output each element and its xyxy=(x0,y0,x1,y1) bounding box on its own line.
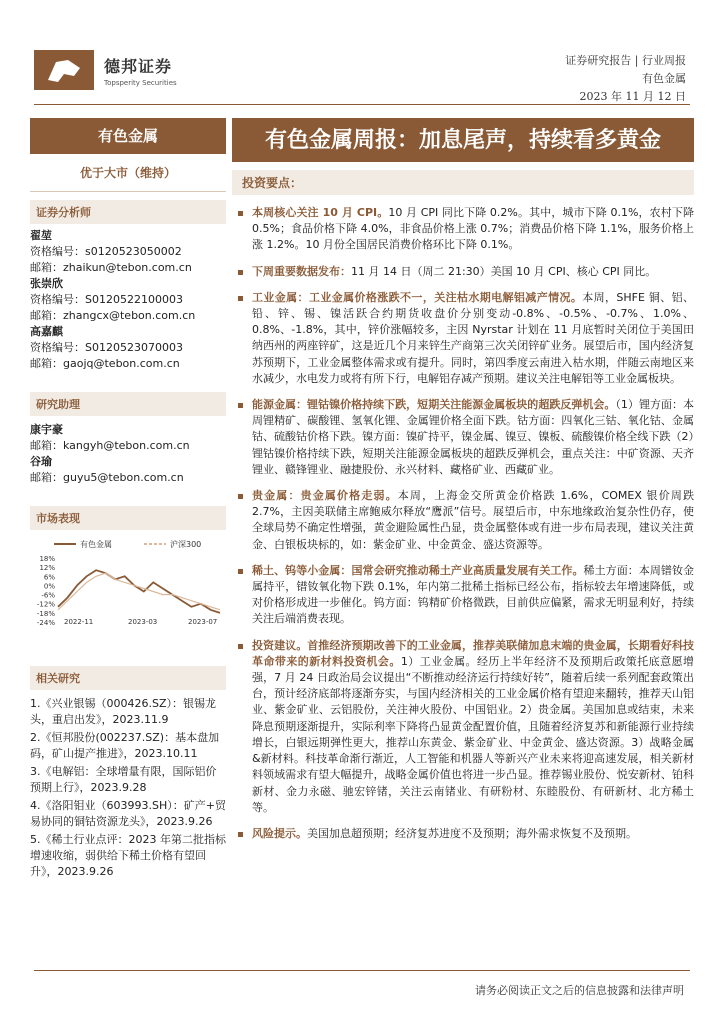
bullet: 风险提示。美国加息超预期；经济复苏进度不及预期；海外需求恢复不及预期。 xyxy=(232,826,694,842)
company-name: 德邦证券 xyxy=(104,56,173,76)
assistant-list xyxy=(30,422,226,486)
bullet: 能源金属：锂钴镍价格持续下跌，短期关注能源金属板块的超跌反弹机会。（1）锂方面：本周锂精矿、碳酸锂、氢氧化锂、金属锂价格全面下跌。钴方面：四氧化三钴、氧化钴、金属钴、硫酸钴价格下跌。镍方面：镍矿持平，镍金属、镍豆、镍板、硫酸镍价格全线下跌（2）锂钴镍价格持续下跌，短期关注能源金属板块的超跌反弹机会，重点关注：中矿资源、天齐锂业、赣锋锂业、融捷股份、永兴材料、藏格矿业、西藏矿业。 xyxy=(232,397,694,478)
y-tick-label: 0% xyxy=(43,582,55,591)
related-item: 1.《兴业银锡（000426.SZ）：银锡龙头，重启出发》，2023.11.9 xyxy=(30,697,217,726)
bullet: 贵金属：贵金属价格走弱。本周，上海金交所黄金价格跌 1.6%，COMEX 银价周跌 2.7%，主因美联储主席鲍威尔释放“鹰派”信号。展望后市，中东地缘政治复杂性仍存，使全球局势不确定性增强，黄金避险属性凸显，贵金属整体或有进一步布局表现，建议关注黄金、白银板块标的，如：紫金矿业、中金黄金、盛达资源等。 xyxy=(232,488,694,553)
legend-label: 有色金属 xyxy=(80,540,112,549)
company-name-en: Topsperity Securities xyxy=(104,78,177,87)
report-sector: 有色金属 xyxy=(642,72,686,85)
related-item: 2.《恒邦股份(002237.SZ)：基本盘加码，矿山提产推进》，2023.10.11 xyxy=(30,731,220,760)
logo xyxy=(34,50,177,90)
related-list xyxy=(30,696,226,880)
logo-mark xyxy=(34,50,94,90)
related-item: 5.《稀土行业点评：2023 年第二批指标增速收缩，弱供给下稀土价格有望回升》，2023.9.26 xyxy=(30,833,226,878)
y-tick-label: -6% xyxy=(41,591,55,600)
market-chart xyxy=(30,536,226,626)
sector-label: 有色金属 xyxy=(30,118,226,154)
rating: 优于大市（维持） xyxy=(30,164,226,192)
x-tick-label: 2023-03 xyxy=(128,618,158,626)
analysts-title: 证券分析师 xyxy=(30,200,226,224)
bullet: 本周核心关注 10 月 CPI。10 月 CPI 同比下降 0.2%。其中，城市下降 0.1%，农村下降 0.5%；食品价格下降 4.0%，非食品价格上涨 0.7%；消费品价格下降 1.1%，服务价格上涨 1.2%。10 月份全国居民消费价格环比下降 0.1%。 xyxy=(232,205,694,254)
analyst: 翟堃 资格编号：s0120523050002 邮箱：zhaikun@tebon.com.cn xyxy=(30,229,192,274)
assistant: 谷瑜 邮箱：guyu5@tebon.com.cn xyxy=(30,455,184,484)
related-item: 4.《洛阳钼业（603993.SH）：矿产+贸易协同的铜钴资源龙头》，2023.9.26 xyxy=(30,799,226,828)
assistants-title: 研究助理 xyxy=(30,392,226,416)
report-meta xyxy=(565,52,686,106)
y-tick-label: -12% xyxy=(36,600,55,609)
series-line-nonferrous xyxy=(58,570,220,613)
report-date: 2023 年 11 月 12 日 xyxy=(579,90,686,103)
left-sidebar xyxy=(30,118,226,880)
footer-disclaimer: 请务必阅读正文之后的信息披露和法律声明 xyxy=(475,984,684,997)
bullet: 投资建议。首推经济预期改善下的工业金属，推荐美联储加息末端的贵金属，长期看好科技革命带来的新材料投资机会。1）工业金属。经历上半年经济不及预期后政策托底意愿增强，7 月 24 日政治局会议提出“不断推动经济运行持续好转”，随着后续一系列配套政策出台，预计经济底部将逐渐夯实，与国内经济相关的工业金属价格有望迎来翻转，推荐天山铝业、紫金矿业、云铝股份，关注神火股份、中国铝业。2）贵金属。美国加息或结束，未来降息预期逐渐提升，实际利率下降将凸显黄金配置价值，且随着经济复苏和新能源行业持续增长，白银远期弹性更大，推荐山东黄金、紫金矿业、中金黄金、盛达资源。3）战略金属&新材料。科技革命渐行渐近，人工智能和机器人等新兴产业未来将迎高速发展，相关新材料领域需求有望大幅提升，战略金属价值也将进一步凸显。推荐锡业股份、悦安新材、铂科新材、金力永磁、驰宏锌锗，关注云南锗业、有研粉材、东睦股份、有研新材、北方稀土等。 xyxy=(232,638,694,816)
x-tick-label: 2023-07 xyxy=(188,618,218,626)
main-content xyxy=(232,118,694,852)
bullet: 下周重要数据发布：11 月 14 日（周二 21:30）美国 10 月 CPI、核心 CPI 同比。 xyxy=(232,264,694,280)
header-divider xyxy=(34,104,690,105)
series-line-csi300 xyxy=(58,573,220,610)
related-title: 相关研究 xyxy=(30,666,226,690)
market-title: 市场表现 xyxy=(30,506,226,530)
bullet-list xyxy=(232,205,694,842)
analyst: 张崇欣 资格编号：S0120522100003 邮箱：zhangcx@tebon.com.cn xyxy=(30,277,196,322)
bullet: 工业金属：工业金属价格涨跌不一，关注枯水期电解铝减产情况。本周，SHFE 铜、铝、铅、锌、锡、镍活跃合约期货收盘价分别变动-0.8%、-0.5%、-0.7%、1.0%、0.8%、-1.8%，其中，锌价涨幅较多，主因 Nyrstar 计划在 11 月底暂时关闭位于美国田纳西州的两座锌矿，这是近几个月来锌生产商第三次关闭锌矿业务。展望后市，国内经济复苏预期下，工业金属整体需求或有提升。同时，第四季度云南进入枯水期，伴随云南地区来水减少，水电发力或将有所下行，电解铝存减产预期。建议关注电解铝等工业金属板块。 xyxy=(232,290,694,387)
report-title: 有色金属周报：加息尾声，持续看多黄金 xyxy=(232,118,694,162)
assistant: 康宇豪 邮箱：kangyh@tebon.com.cn xyxy=(30,423,190,452)
y-tick-label: -24% xyxy=(36,619,55,627)
analyst-list xyxy=(30,228,226,372)
market-chart-svg xyxy=(30,536,226,628)
investment-highlights-title: 投资要点： xyxy=(232,170,694,195)
report-type: 证券研究报告 | 行业周报 xyxy=(565,54,686,67)
y-tick-label: -18% xyxy=(36,609,55,618)
y-tick-label: 18% xyxy=(39,555,55,563)
x-tick-label: 2022-11 xyxy=(64,618,94,626)
analyst: 高嘉麒 资格编号：S0120523070003 邮箱：gaojq@tebon.com.cn xyxy=(30,325,183,370)
legend-label: 沪深300 xyxy=(170,540,202,549)
footer-divider xyxy=(34,970,690,971)
y-tick-label: 12% xyxy=(39,564,55,573)
related-item: 3.《电解铝：全球增量有限，国际铝价预期上行》，2023.9.28 xyxy=(30,765,217,794)
y-tick-label: 6% xyxy=(43,573,55,582)
bullet: 稀土、钨等小金属：国常会研究推动稀土产业高质量发展有关工作。稀土方面：本周镨钕金属持平，镨钕氧化物下跌 0.1%，年内第二批稀土指标已经公布，指标较去年增速降低，或对价格形成进一步催化。钨方面：钨精矿价格微跌，目前供应偏紧，需求无明显利好，持续关注后端消费表现。 xyxy=(232,563,694,628)
